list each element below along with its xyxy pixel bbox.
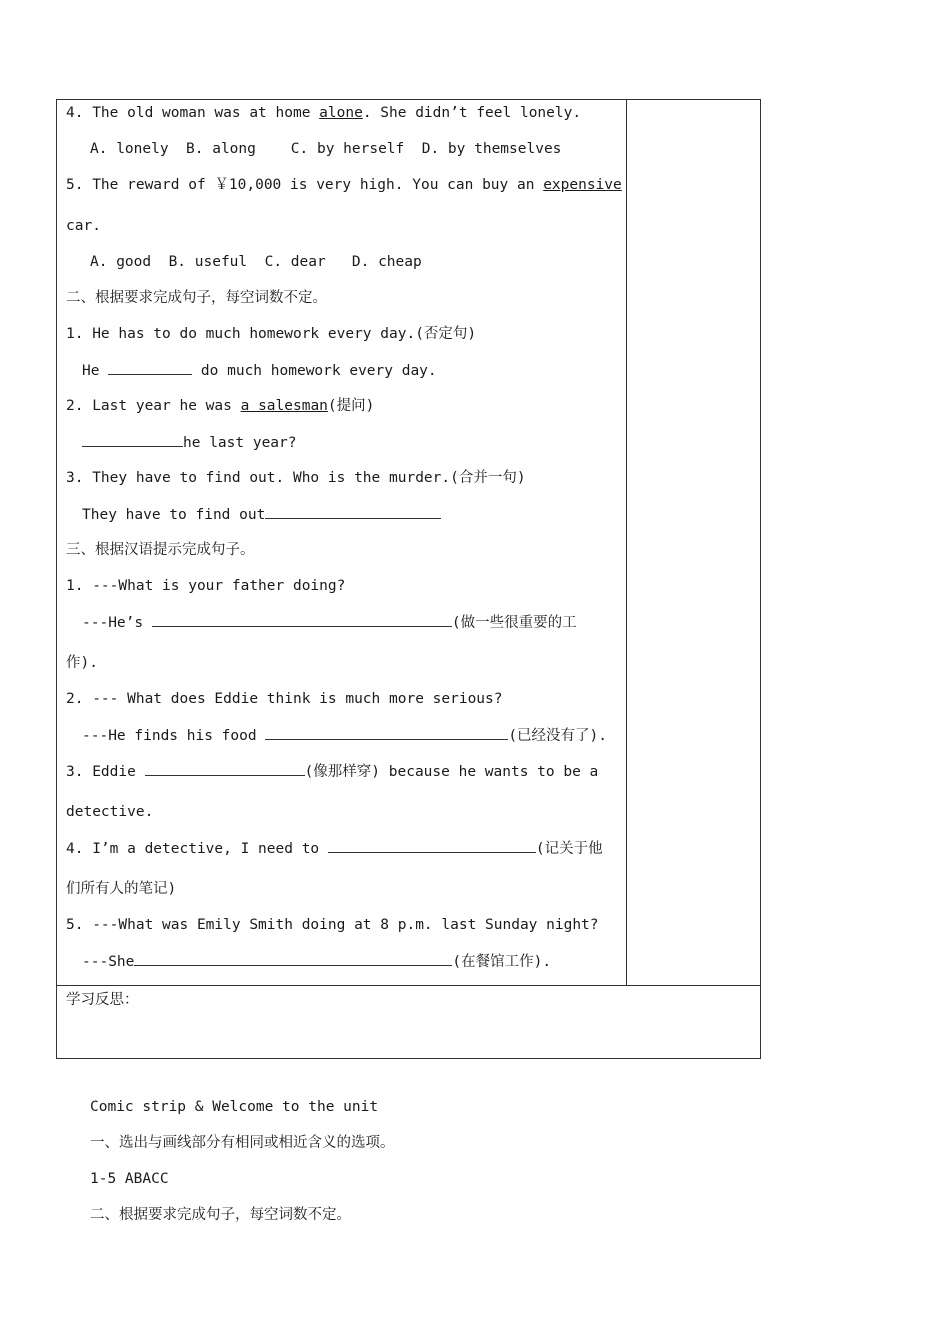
question-5-options: A. good B. useful C. dear D. cheap <box>90 254 422 270</box>
s3-question-4-line2: 们所有人的笔记) <box>66 881 177 897</box>
section-3-heading: 三、根据汉语提示完成句子。 <box>66 542 255 558</box>
question-5-line2: car. <box>66 218 101 234</box>
blank-line <box>145 761 305 776</box>
s3-question-1: 1. ---What is your father doing? <box>66 578 346 594</box>
s3-question-3: 3. Eddie (像那样穿) because he wants to be a <box>66 761 598 782</box>
s3-question-4: 4. I’m a detective, I need to (记关于他 <box>66 838 603 859</box>
s2-answer-3: They have to find out <box>82 504 441 525</box>
s3-answer-2: ---He finds his food (已经没有了). <box>82 725 607 746</box>
question-5: 5. The reward of ￥10,000 is very high. You can buy an expensive <box>66 177 622 193</box>
blank-line <box>328 838 536 853</box>
section-2-heading: 二、根据要求完成句子，每空词数不定。 <box>66 290 327 306</box>
s2-question-3: 3. They have to find out. Who is the murder.(合并一句) <box>66 470 526 486</box>
blank-line <box>134 951 452 966</box>
s3-question-2: 2. --- What does Eddie think is much more serious? <box>66 691 503 707</box>
s3-answer-1-line2: 作). <box>66 655 98 671</box>
s3-answer-1: ---He’s (做一些很重要的工 <box>82 612 577 633</box>
column-divider <box>626 99 627 985</box>
s2-question-1: 1. He has to do much homework every day.(否定句) <box>66 326 477 342</box>
s3-answer-5: ---She (在餐馆工作). <box>82 951 551 972</box>
blank-line <box>265 504 441 519</box>
s2-question-2: 2. Last year he was a salesman(提问) <box>66 398 375 414</box>
reflection-label: 学习反思： <box>66 992 139 1008</box>
blank-line <box>152 612 452 627</box>
answers-section-1-answer: 1-5 ABACC <box>90 1171 169 1187</box>
blank-line <box>108 360 192 375</box>
row-divider <box>56 985 761 986</box>
answers-section-1-heading: 一、选出与画线部分有相同或相近含义的选项。 <box>90 1135 395 1151</box>
s2-answer-1: He do much homework every day. <box>82 360 437 381</box>
answers-title: Comic strip & Welcome to the unit <box>90 1099 379 1115</box>
question-4-options: A. lonely B. along C. by herself D. by themselves <box>90 141 562 157</box>
answers-section-2-heading: 二、根据要求完成句子，每空词数不定。 <box>90 1207 351 1223</box>
blank-line <box>82 432 183 447</box>
s2-answer-2: he last year? <box>82 432 297 453</box>
s3-question-3-line2: detective. <box>66 804 154 820</box>
blank-line <box>265 725 508 740</box>
question-4: 4. The old woman was at home alone. She didn’t feel lonely. <box>66 105 582 121</box>
s3-question-5: 5. ---What was Emily Smith doing at 8 p.m. last Sunday night? <box>66 917 599 933</box>
